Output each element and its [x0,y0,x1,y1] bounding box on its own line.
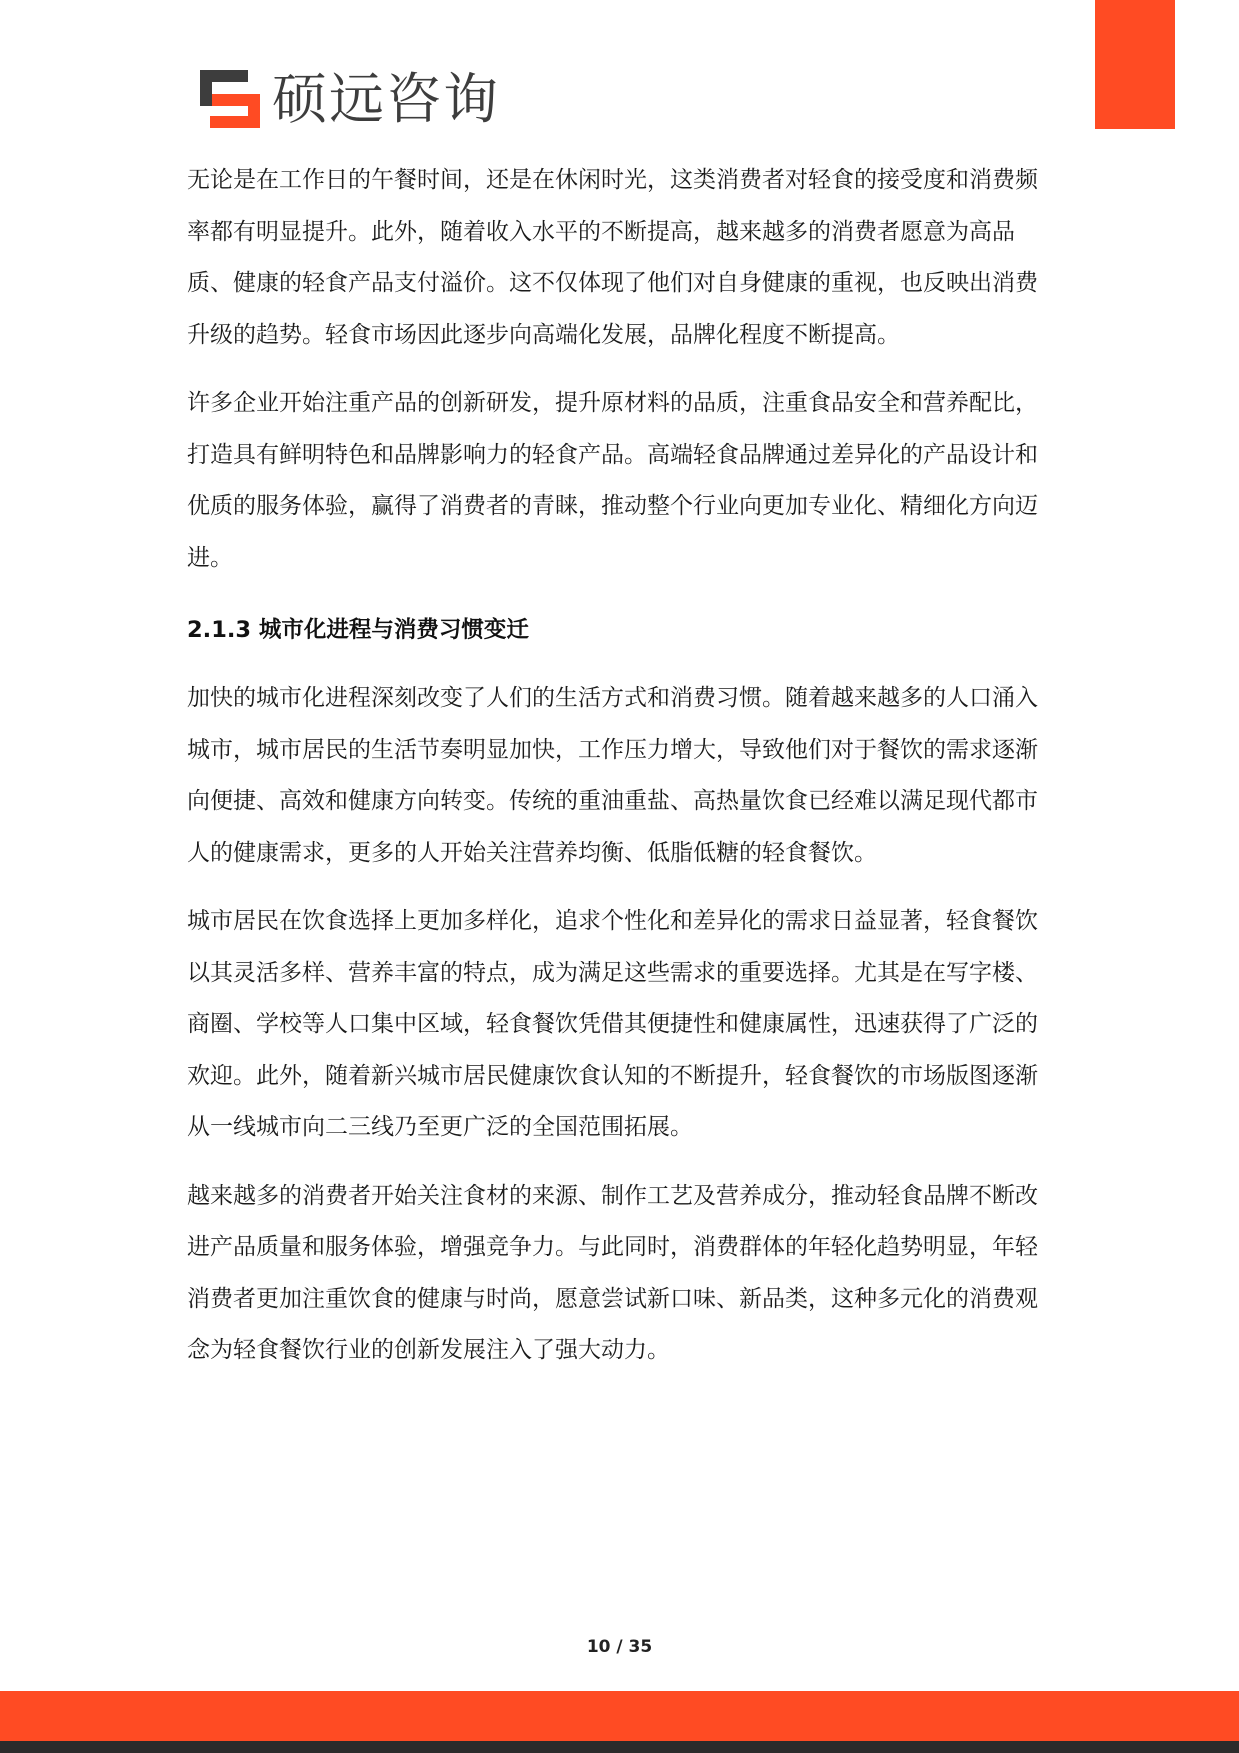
s-block-logo-icon [200,70,260,128]
corner-accent-tab [1095,0,1175,129]
paragraph: 无论是在工作日的午餐时间，还是在休闲时光，这类消费者对轻食的接受度和消费频率都有明显提升。此外，随着收入水平的不断提高，越来越多的消费者愿意为高品质、健康的轻食产品支付溢价。这不仅体现了他们对自身健康的重视，也反映出消费升级的趋势。轻食市场因此逐步向高端化发展，品牌化程度不断提高。 [187,167,1038,348]
paragraph: 许多企业开始注重产品的创新研发，提升原材料的品质，注重食品安全和营养配比，打造具有鲜明特色和品牌影响力的轻食产品。高端轻食品牌通过差异化的产品设计和优质的服务体验，赢得了消费者的青睐，推动整个行业向更加专业化、精细化方向迈进。 [187,390,1038,571]
brand-logo [200,68,500,130]
section-heading: 2.1.3 城市化进程与消费习惯变迁 [187,617,529,643]
paragraph: 城市居民在饮食选择上更加多样化，追求个性化和差异化的需求日益显著，轻食餐饮以其灵活多样、营养丰富的特点，成为满足这些需求的重要选择。尤其是在写字楼、商圈、学校等人口集中区域，轻食餐饮凭借其便捷性和健康属性，迅速获得了广泛的欢迎。此外，随着新兴城市居民健康饮食认知的不断提升，轻食餐饮的市场版图逐渐从一线城市向二三线乃至更广泛的全国范围拓展。 [187,908,1038,1140]
document-body [187,155,1049,1377]
paragraph: 越来越多的消费者开始关注食材的来源、制作工艺及营养成分，推动轻食品牌不断改进产品质量和服务体验，增强竞争力。与此同时，消费群体的年轻化趋势明显，年轻消费者更加注重饮食的健康与时尚，愿意尝试新口味、新品类，这种多元化的消费观念为轻食餐饮行业的创新发展注入了强大动力。 [187,1182,1038,1363]
brand-name: 硕远咨询 [272,67,501,131]
page-number: 10 / 35 [586,1637,653,1657]
paragraph: 加快的城市化进程深刻改变了人们的生活方式和消费习惯。随着越来越多的人口涌入城市，城市居民的生活节奏明显加快，工作压力增大，导致他们对于餐饮的需求逐渐向便捷、高效和健康方向转变。传统的重油重盐、高热量饮食已经难以满足现代都市人的健康需求，更多的人开始关注营养均衡、低脂低糖的轻食餐饮。 [187,685,1038,866]
footer-accent-bar [0,1691,1239,1741]
footer-dark-strip [0,1741,1239,1753]
